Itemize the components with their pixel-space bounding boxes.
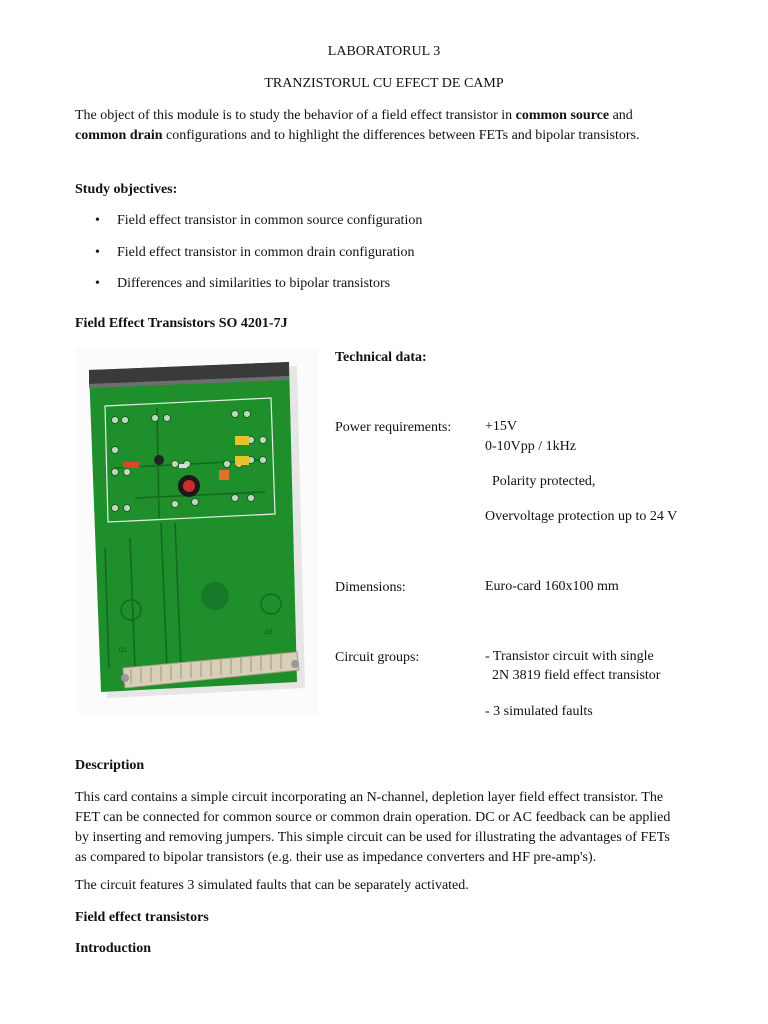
intro-text-1: The object of this module is to study the behavior of a field effect transistor in [75,108,516,123]
introduction-heading: Introduction [75,941,151,956]
objectives-heading: Study objectives: [75,182,178,197]
objective-item-1: Field effect transistor in common source configuration [117,213,423,228]
module-heading: Field Effect Transistors SO 4201-7J [75,316,288,331]
description-line-4: as compared to bipolar transistors (e.g. their use as impedance converters and HF pre-amp's). [75,850,597,865]
intro-bold-common-source: common source [515,108,610,123]
description-paragraph [75,788,715,868]
pcb-photo [75,348,318,714]
description-line-3: by inserting and removing jumpers. This simple circuit can be used for illustrating the advantages of FETs [75,830,670,845]
bullet-dot: • [95,245,100,260]
capacitor-1 [235,436,249,445]
circuit-groups-label: Circuit groups: [335,650,420,665]
dimensions-label: Dimensions: [335,580,406,595]
document-title: TRANZISTORUL CU EFECT DE CAMP [264,76,504,91]
pcb-board [89,362,297,692]
intro-paragraph [75,106,700,146]
power-value-4: Overvoltage protection up to 24 V [485,509,678,524]
objective-item-2: Field effect transistor in common drain configuration [117,245,415,260]
pcb-illustration [75,348,318,714]
bullet-dot: • [95,276,100,291]
power-label: Power requirements: [335,420,452,435]
power-value-1: +15V [485,419,518,434]
power-value-2: 0-10Vpp / 1kHz [485,439,576,454]
description-heading: Description [75,758,145,773]
resistor-red [123,462,139,468]
intro-text-2: and [609,108,633,123]
circuit-groups-value-2: 2N 3819 field effect transistor [492,668,661,683]
pcb-marker-d3: D3 [265,630,273,636]
circuit-groups-value-1: - Transistor circuit with single [485,649,654,664]
capacitor-2 [235,456,249,465]
circuit-groups-value-3: - 3 simulated faults [485,704,593,719]
objective-item-3: Differences and similarities to bipolar transistors [117,276,391,291]
description-line-1: This card contains a simple circuit incorporating an N-channel, depletion layer field effect transistor. The [75,790,664,805]
fet-heading: Field effect transistors [75,910,209,925]
capacitor-orange [219,470,229,480]
transistor [154,455,164,465]
pcb-marker-d1: D1 [119,648,127,654]
dimensions-value: Euro-card 160x100 mm [485,579,619,594]
power-value-3: Polarity protected, [492,474,596,489]
intro-bold-common-drain: common drain [75,128,163,143]
intro-text-3: configurations and to highlight the differences between FETs and bipolar transistors. [162,128,640,143]
technical-heading: Technical data: [335,350,427,365]
lab-number: LABORATORUL 3 [327,44,441,59]
bullet-dot: • [95,213,100,228]
description-faults: The circuit features 3 simulated faults that can be separately activated. [75,878,469,893]
description-line-2: FET can be connected for common source or common drain operation. DC or AC feedback can be applied [75,810,671,825]
